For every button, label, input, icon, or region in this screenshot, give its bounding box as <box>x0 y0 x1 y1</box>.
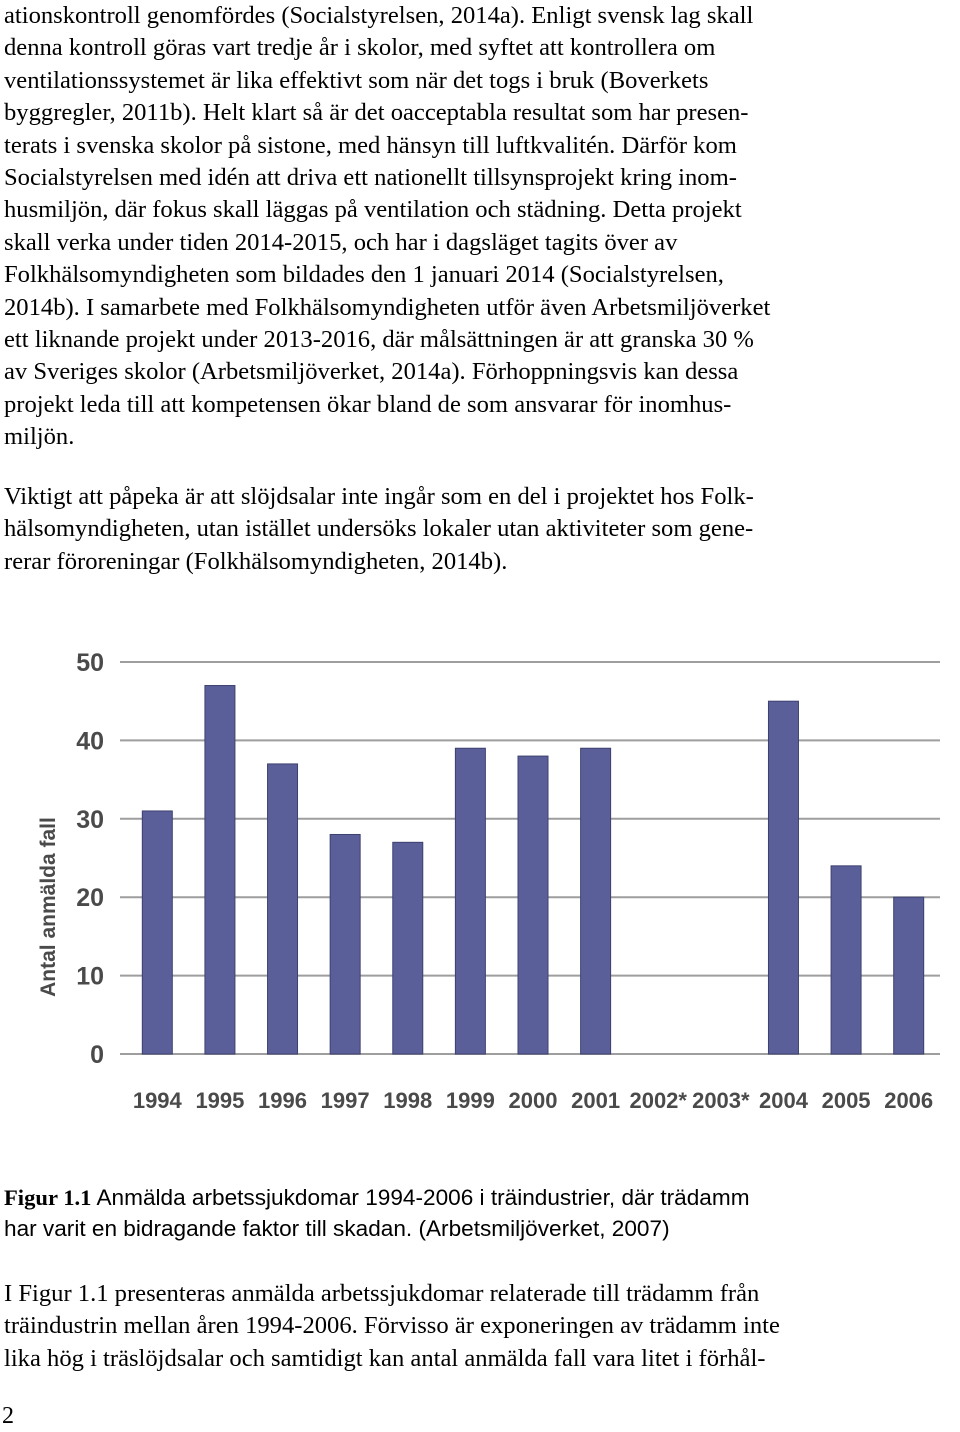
text-line: Folkhälsomyndigheten som bildades den 1 januari 2014 (Socialstyrelsen, <box>4 261 724 289</box>
x-tick-label: 2003* <box>692 1088 750 1113</box>
x-tick-label: 2005 <box>821 1088 871 1113</box>
page-number: 2 <box>2 1403 14 1429</box>
y-tick-label: 50 <box>76 649 104 677</box>
x-tick-label: 2001 <box>571 1088 621 1113</box>
figure-caption <box>4 1182 954 1244</box>
x-tick-label: 1996 <box>258 1088 308 1113</box>
text-line: ett liknande projekt under 2013-2016, där målsättningen är att granska 30 % <box>4 326 754 354</box>
text-line: miljön. <box>4 423 75 451</box>
body-paragraph-2 <box>4 481 954 578</box>
text-line: av Sveriges skolor (Arbetsmiljöverket, 2014a). Förhoppningsvis kan dessa <box>4 358 739 386</box>
text-line: Socialstyrelsen med idén att driva ett nationellt tillsynsprojekt kring inom- <box>4 164 737 192</box>
text-line: projekt leda till att kompetensen ökar bland de som ansvarar för inomhus- <box>4 390 732 418</box>
x-tick-label: 1995 <box>195 1088 245 1113</box>
x-tick-label: 1994 <box>132 1088 182 1113</box>
text-line: rerar föroreningar (Folkhälsomyndigheten, 2014b). <box>4 547 508 575</box>
bar-1999 <box>455 748 485 1054</box>
x-axis-ticks <box>133 1088 933 1113</box>
text-line: träindustrin mellan åren 1994-2006. Förvisso är exponeringen av trädamm inte <box>4 1312 780 1340</box>
x-tick-label: 2000 <box>508 1088 558 1113</box>
bar-2000 <box>518 756 548 1054</box>
y-tick-label: 0 <box>90 1041 104 1069</box>
text-line: terats i svenska skolor på sistone, med hänsyn till luftkvalitén. Därför kom <box>4 131 737 159</box>
body-paragraph-3 <box>4 1278 954 1375</box>
text-line: denna kontroll göras vart tredje år i skolor, med syftet att kontrollera om <box>4 34 716 62</box>
x-tick-label: 1997 <box>320 1088 370 1113</box>
bar-1997 <box>330 834 360 1054</box>
y-tick-label: 30 <box>76 805 104 834</box>
text-line: husmiljön, där fokus skall läggas på ventilation och städning. Detta projekt <box>4 196 742 224</box>
y-axis-label: Antal anmälda fall <box>37 817 60 997</box>
text-line: ationskontroll genomfördes (Socialstyrelsen, 2014a). Enligt svensk lag skall <box>4 2 754 29</box>
x-tick-label: 2004 <box>758 1088 808 1113</box>
bar-2006 <box>894 897 924 1054</box>
text-line: hälsomyndigheten, utan istället undersöks lokaler utan aktiviteter som gene- <box>4 515 754 543</box>
bar-1994 <box>142 811 172 1054</box>
bar-2004 <box>768 701 798 1054</box>
caption-text: Anmälda arbetssjukdomar 1994-2006 i träindustrier, där trädamm <box>91 1185 750 1210</box>
bar-1996 <box>268 764 298 1054</box>
bar-1998 <box>393 842 423 1054</box>
figure-number: 1 <box>80 1185 92 1210</box>
x-tick-label: 2002* <box>629 1088 687 1113</box>
bar-2001 <box>581 748 611 1054</box>
text-line: ventilationssystemet är lika effektivt som när det togs i bruk (Boverkets <box>4 66 709 94</box>
y-tick-label: 40 <box>76 727 104 756</box>
y-tick-label: 10 <box>76 962 104 991</box>
x-tick-label: 1998 <box>383 1088 433 1113</box>
text-line: I Figur 1.1 presenteras anmälda arbetssjukdomar relaterade till trädamm från <box>4 1280 760 1307</box>
text-line: skall verka under tiden 2014-2015, och har i dagsläget tagits över av <box>4 228 678 256</box>
text-line: 2014b). I samarbete med Folkhälsomyndigheten utför även Arbetsmiljöverket <box>4 293 771 321</box>
x-tick-label: 1999 <box>445 1088 495 1113</box>
y-axis-ticks <box>76 649 104 1069</box>
body-paragraph-1 <box>4 0 954 454</box>
figure-label: Figur 1. <box>4 1185 81 1210</box>
text-line: byggregler, 2011b). Helt klart så är det oacceptabla resultat som har presen- <box>4 99 749 127</box>
bar-chart <box>28 622 948 1132</box>
y-tick-label: 20 <box>76 884 104 913</box>
x-tick-label: 2006 <box>884 1088 934 1113</box>
bar-1995 <box>205 686 235 1054</box>
bar-2005 <box>831 866 861 1054</box>
text-line: lika hög i träslöjdsalar och samtidigt kan antal anmälda fall vara litet i förhål- <box>4 1344 766 1372</box>
text-line: Viktigt att påpeka är att slöjdsalar inte ingår som en del i projektet hos Folk- <box>4 483 754 510</box>
caption-text: har varit en bidragande faktor till skadan. (Arbetsmiljöverket, 2007) <box>4 1216 670 1241</box>
